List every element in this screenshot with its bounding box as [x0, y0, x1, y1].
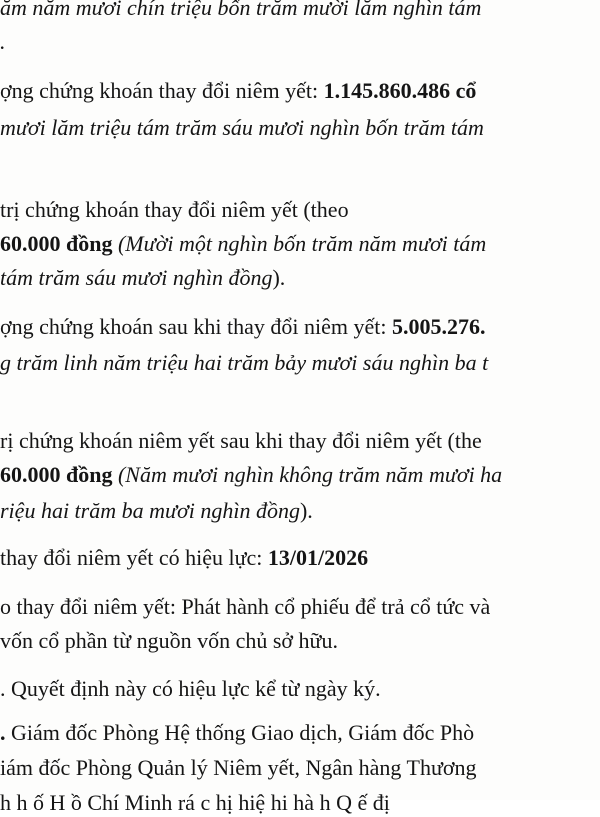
- text-run: Giám đốc Phòng Hệ thống Giao dịch, Giám đốc Phò: [11, 720, 475, 745]
- text-line: [0, 114, 484, 142]
- text-run: iám đốc Phòng Quản lý Niêm yết, Ngân hàng Thương: [0, 755, 477, 780]
- text-run: o thay đổi niêm yết: Phát hành cổ phiếu để trả cổ tức và: [0, 594, 491, 619]
- text-run: ).: [299, 498, 313, 523]
- text-run: . Quyết định này có hiệu lực kể từ ngày ký.: [0, 676, 381, 701]
- text-run: h h ố H ồ Chí Minh rá c hị hiệ hi hà h Q ế đị: [0, 790, 390, 815]
- italic-text-run: (Mười một nghìn bốn trăm năm mươi tám: [112, 231, 487, 256]
- italic-text-run: ăm năm mươi chín triệu bốn trăm mười lăm nghìn tám: [0, 0, 482, 20]
- text-run: ợng chứng khoán thay đổi niêm yết:: [0, 78, 324, 103]
- italic-text-run: (Năm mươi nghìn không trăm năm mươi ha: [112, 462, 503, 487]
- text-run: rị chứng khoán niêm yết sau khi thay đổi niêm yết (the: [0, 428, 482, 453]
- text-line: [0, 544, 368, 572]
- text-line: [0, 28, 6, 56]
- italic-text-run: mươi lăm triệu tám trăm sáu mươi nghìn bốn trăm tám: [0, 115, 484, 140]
- italic-text-run: riệu hai trăm ba mươi nghìn đồng: [0, 498, 300, 523]
- text-line: [0, 719, 474, 747]
- italic-text-run: tám trăm sáu mươi nghìn đồng: [0, 265, 273, 290]
- text-line: [0, 593, 490, 621]
- bold-text-run: 1.145.860.486 cổ: [323, 78, 477, 103]
- text-run: trị chứng khoán thay đổi niêm yết (theo: [0, 197, 349, 222]
- text-line: [0, 0, 481, 22]
- text-run: ợng chứng khoán sau khi thay đổi niêm yết:: [0, 314, 392, 339]
- text-line: [0, 230, 486, 258]
- bold-text-run: 60.000 đồng: [0, 231, 113, 256]
- text-line: [0, 627, 338, 655]
- text-line: [0, 675, 381, 703]
- text-line: [0, 789, 390, 817]
- text-run: ).: [272, 265, 286, 290]
- text-line: [0, 461, 502, 489]
- bold-text-run: 5.005.276.: [392, 314, 486, 339]
- text-run: thay đổi niêm yết có hiệu lực:: [0, 545, 268, 570]
- text-line: [0, 754, 477, 782]
- text-line: [0, 497, 313, 525]
- italic-text-run: g trăm linh năm triệu hai trăm bảy mươi sáu nghìn ba t: [0, 350, 489, 375]
- text-line: [0, 196, 349, 224]
- italic-text-run: .: [0, 29, 6, 54]
- text-line: [0, 427, 482, 455]
- text-line: [0, 349, 488, 377]
- text-line: [0, 313, 486, 341]
- text-line: [0, 264, 285, 292]
- bold-text-run: .: [0, 720, 11, 745]
- bold-text-run: 60.000 đồng: [0, 462, 113, 487]
- bold-text-run: 13/01/2026: [267, 545, 369, 570]
- text-line: [0, 77, 476, 105]
- text-run: vốn cổ phần từ nguồn vốn chủ sở hữu.: [0, 628, 338, 653]
